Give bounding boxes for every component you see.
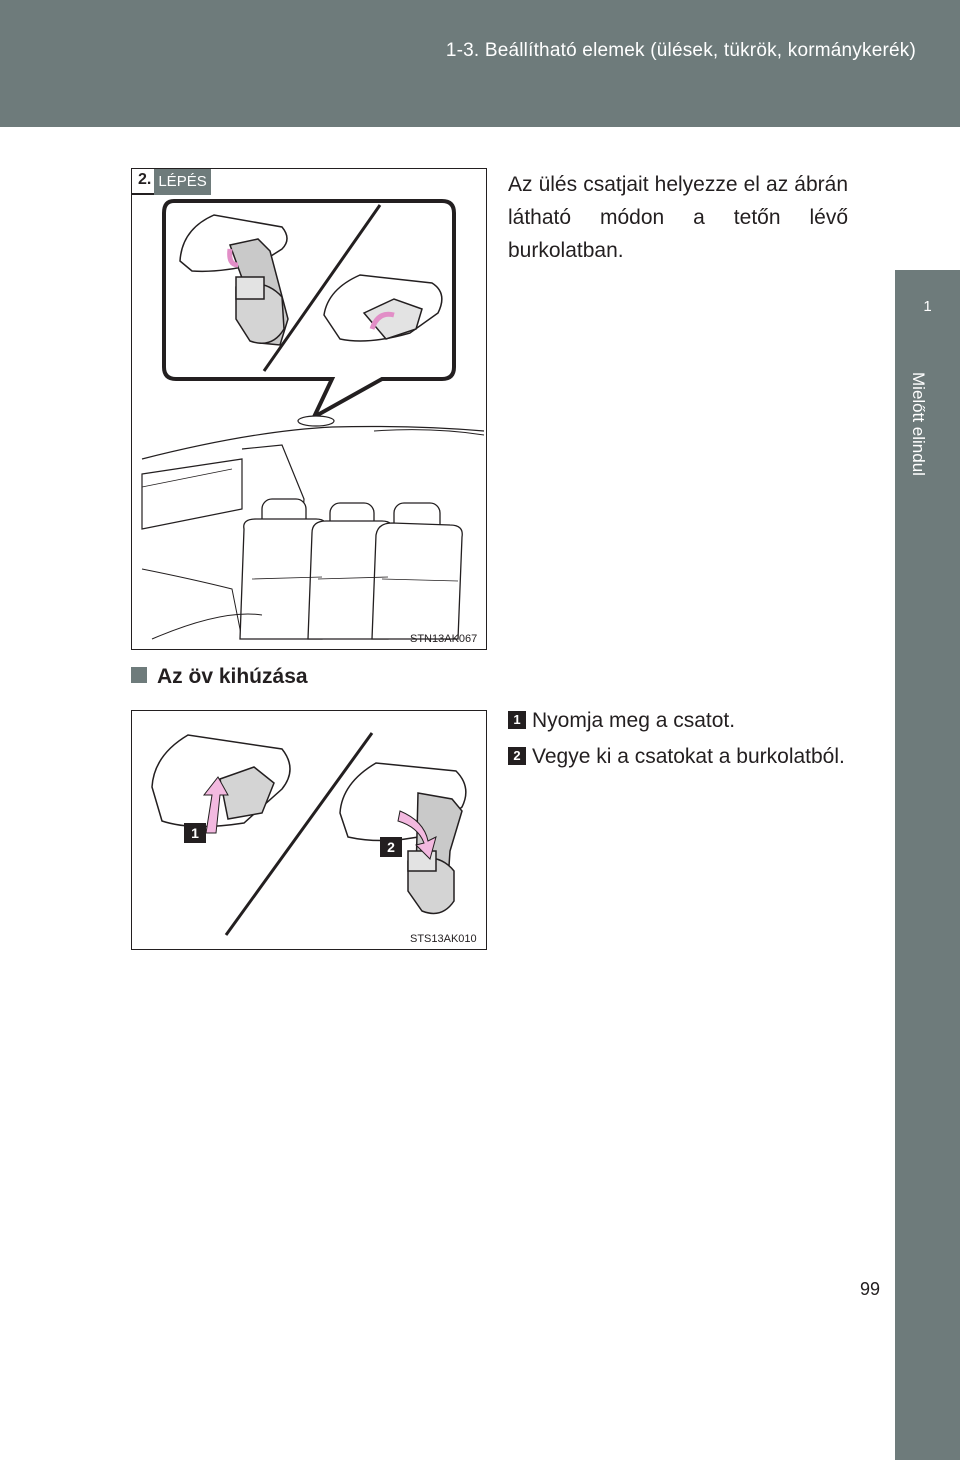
- roof-illustration: [132, 169, 486, 649]
- step-paragraph: Az ülés csatjait helyezze el az ábrán látható módon a tetőn lévő burkolatban.: [508, 173, 848, 262]
- figure2-code: STS13AK010: [410, 933, 477, 945]
- chapter-side-label: Mielőtt elindul: [909, 372, 928, 476]
- chapter-tab-number: 1: [923, 298, 932, 315]
- step-item-1: [508, 704, 848, 737]
- step-item-1-text: Nyomja meg a csatot.: [532, 709, 736, 732]
- page-number: 99: [860, 1279, 881, 1299]
- step-word: LÉPÉS: [154, 169, 210, 195]
- step-badge: [132, 169, 211, 195]
- figure-roof-buckle-storage: [131, 168, 487, 650]
- step-item-1-number: 1: [508, 711, 526, 729]
- step-item-2: [508, 740, 848, 773]
- section-square-icon: [131, 667, 147, 683]
- callout-1: 1: [184, 823, 206, 843]
- chapter-side-strip: [895, 360, 960, 1460]
- step-number: 2.: [132, 169, 154, 195]
- figure1-code: STN13AK067: [410, 633, 478, 645]
- figure-buckle-release: [131, 710, 487, 950]
- section-heading: [131, 665, 308, 689]
- rear-seats: [152, 499, 462, 639]
- page-header: [0, 0, 960, 127]
- section-title: Az öv kihúzása: [157, 665, 308, 688]
- side-window: [142, 459, 242, 529]
- callout-2: 2: [380, 837, 402, 857]
- step-item-2-text: Vegye ki a csatokat a burkolatból.: [532, 745, 845, 768]
- step-item-2-number: 2: [508, 747, 526, 765]
- chapter-title: 1-3. Beállítható elemek (ülések, tükrök, kormánykerék): [445, 40, 916, 61]
- chapter-tab: [895, 270, 960, 360]
